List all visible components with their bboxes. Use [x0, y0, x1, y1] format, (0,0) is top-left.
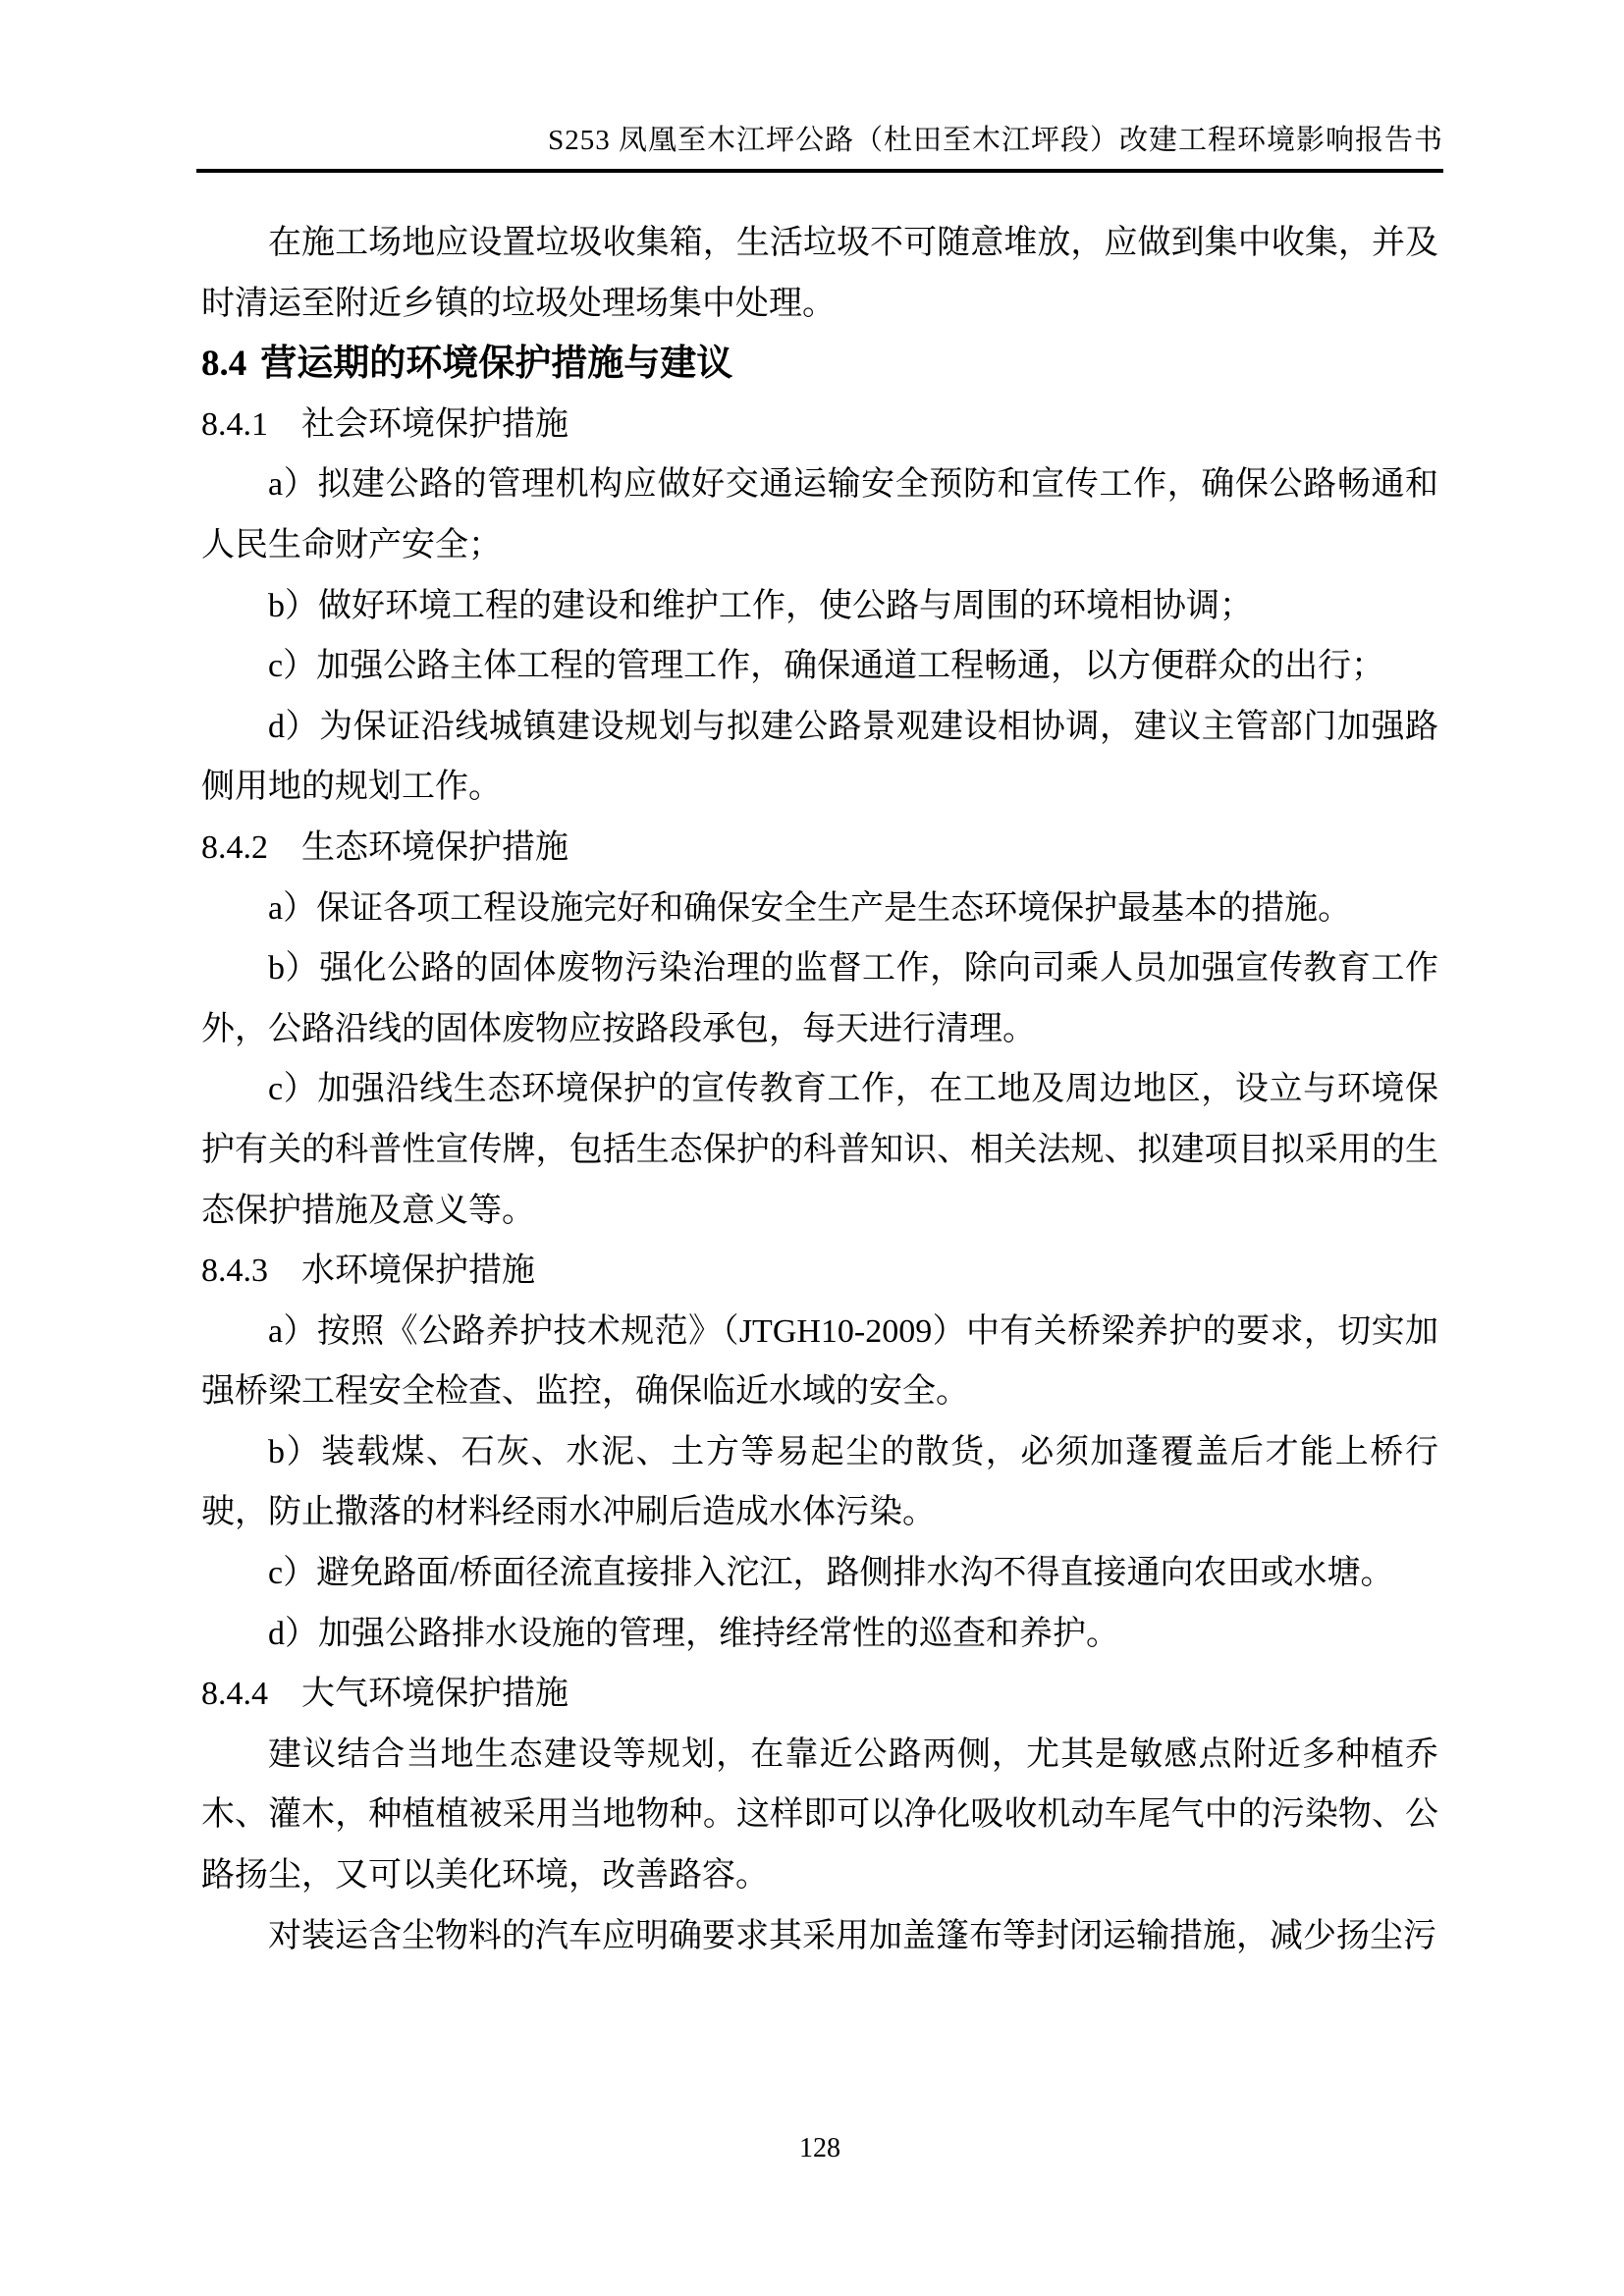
section-heading-8-4: [201, 334, 1438, 395]
section-number: 8.4.4: [201, 1676, 268, 1713]
list-item-b: b）强化公路的固体废物污染治理的监督工作，除向司乘人员加强宣传教育工作外，公路沿线的固体废物应按路段承包，每天进行清理。: [201, 950, 1438, 1047]
section-number: 8.4.1: [201, 405, 268, 443]
list-item-d: d）加强公路排水设施的管理，维持经常性的巡查和养护。: [268, 1615, 1119, 1652]
list-item-a: a）拟建公路的管理机构应做好交通运输安全预防和宣传工作，确保公路畅通和人民生命财产安全；: [201, 466, 1438, 563]
list-item-d: d）为保证沿线城镇建设规划与拟建公路景观建设相协调，建议主管部门加强路侧用地的规划工作。: [201, 708, 1438, 806]
header-title: S253 凤凰至木江坪公路（杜田至木江坪段）改建工程环境影响报告书: [548, 125, 1443, 156]
section-heading-8-4-2: [201, 818, 1438, 879]
section-title: 营运期的环境保护措施与建议: [260, 344, 733, 385]
list-item-a: a）保证各项工程设施完好和确保安全生产是生态环境保护最基本的措施。: [268, 889, 1352, 927]
section-number: 8.4: [201, 344, 247, 385]
body-paragraph: 对装运含尘物料的汽车应明确要求其采用加盖篷布等封闭运输措施，减少扬尘污: [268, 1917, 1436, 1954]
document-content: [201, 213, 1438, 1966]
list-item-c: c）加强沿线生态环境保护的宣传教育工作，在工地及周边地区，设立与环境保护有关的科普性宣传牌，包括生态保护的科普知识、相关法规、拟建项目拟采用的生态保护措施及意义等。: [201, 1071, 1438, 1229]
section-title: 生态环境保护措施: [301, 828, 568, 866]
section-number: 8.4.2: [201, 828, 268, 866]
list-item-a: a）按照《公路养护技术规范》（JTGH10-2009）中有关桥梁养护的要求，切实加强桥梁工程安全检查、监控，确保临近水域的安全。: [201, 1312, 1438, 1411]
page-number: 128: [799, 2133, 840, 2163]
section-title: 大气环境保护措施: [301, 1676, 568, 1713]
list-item-c: c）加强公路主体工程的管理工作，确保通道工程畅通，以方便群众的出行；: [268, 648, 1385, 685]
section-title: 社会环境保护措施: [301, 405, 568, 443]
list-item-b: b）做好环境工程的建设和维护工作，使公路与周围的环境相协调；: [268, 587, 1253, 624]
section-title: 水环境保护措施: [301, 1253, 535, 1290]
page-header: [196, 0, 1443, 173]
body-paragraph: 建议结合当地生态建设等规划，在靠近公路两侧，尤其是敏感点附近多种植乔木、灌木，种植植被采用当地物种。这样即可以净化吸收机动车尾气中的污染物、公路扬尘，又可以美化环境，改善路容。: [201, 1735, 1438, 1895]
section-heading-8-4-1: [201, 395, 1438, 455]
section-number: 8.4.3: [201, 1253, 268, 1290]
intro-paragraph: 在施工场地应设置垃圾收集箱，生活垃圾不可随意堆放，应做到集中收集，并及时清运至附近乡镇的垃圾处理场集中处理。: [201, 225, 1438, 322]
list-item-b: b）装载煤、石灰、水泥、土方等易起尘的散货，必须加蓬覆盖后才能上桥行驶，防止撒落的材料经雨水冲刷后造成水体污染。: [201, 1433, 1438, 1531]
list-item-c: c）避免路面/桥面径流直接排入沱江，路侧排水沟不得直接通向农田或水塘。: [268, 1555, 1394, 1592]
section-heading-8-4-4: [201, 1664, 1438, 1725]
page-footer: [201, 2132, 1438, 2165]
section-heading-8-4-3: [201, 1241, 1438, 1302]
